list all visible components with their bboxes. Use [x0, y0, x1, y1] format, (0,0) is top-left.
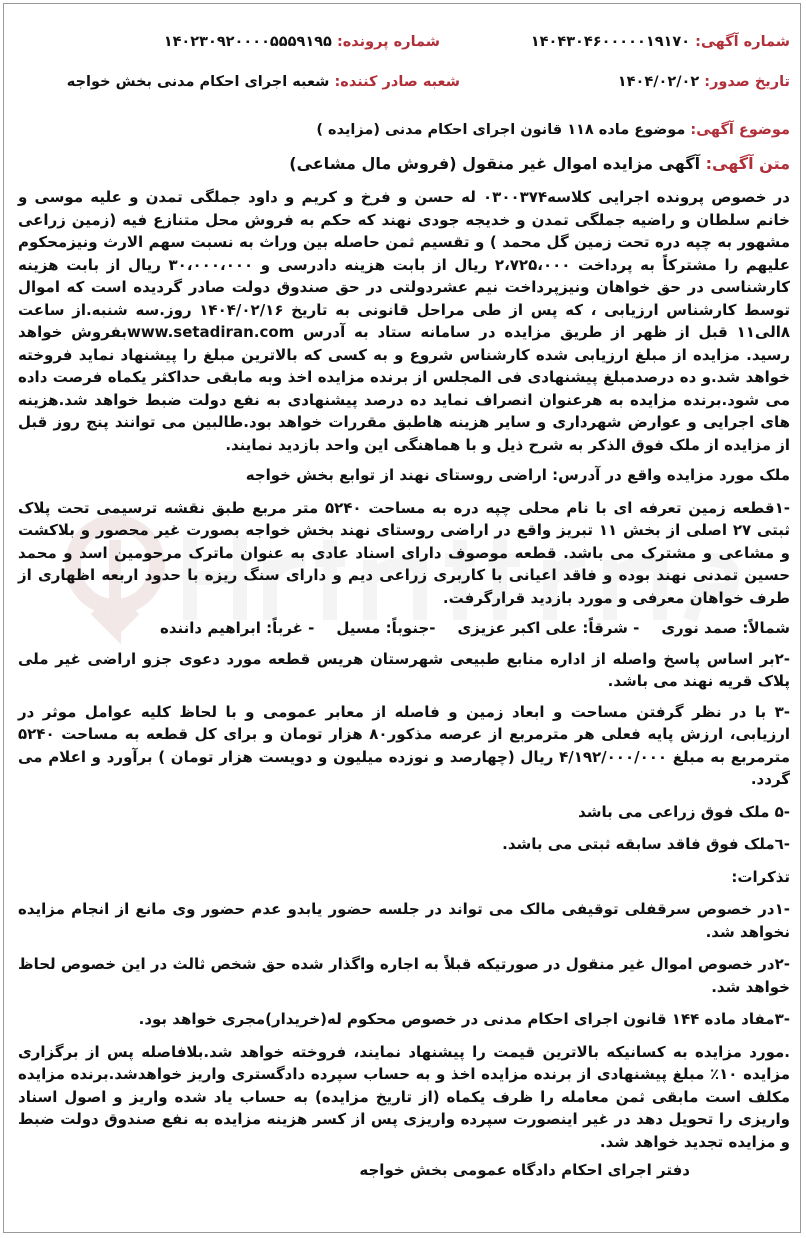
notice-body	[18, 186, 790, 1182]
ad-number-value: ۱۴۰۴۳۰۴۶۰۰۰۰۰۱۹۱۷۰	[530, 34, 691, 50]
issue-date-row	[618, 74, 790, 90]
notice-title: آگهی مزایده اموال غیر منقول (فروش مال مشاعی)	[289, 154, 701, 173]
item-6: -٦ملک فوق فاقد سابقه ثبتی می باشد.	[502, 835, 790, 853]
boundary-north: شمالاً: صمد نوری	[661, 619, 790, 637]
item-3: -۳ با در نظر گرفتن مساحت و ابعاد زمین و فاصله از معابر عمومی و با لحاظ کلیه عوامل موثر در ارزیابی، ارزش پایه فعلی هر مترمربع از عرصه مذکور۸۰ هزار تومان و برای کل قطعه به مساحت ۵۲۴۰ مترمربع به مبلغ ۴/۱۹۲/۰۰۰/۰۰۰ ریال (چهارصد و نوزده میلیون و دویست هزار تومان ) برآورد و اعلام می گردد.	[18, 702, 790, 788]
intro-paragraph: در خصوص پرونده اجرایی کلاسه۰۳۰۰۳۷۴ له حسن و فرخ و کریم و داود جملگی تمدن و علیه موسی و خانم سلطان و راضیه جملگی تمدن و خدیجه جودی نهند که حکم به فروش محل متنازع فیه (زمین زراعی مشهور به چپه دره تحت زمین گل محمد ) و تقسیم ثمن حاصله بین وراث به نسبت سهم الارث ونیزمحکوم علیهم را مشترکاً به پرداخت ۲،۷۲۵،۰۰۰ ریال از بابت هزینه دادرسی و ۳۰،۰۰۰،۰۰۰ ریال از بابت هزینه کارشناسی در حق خواهان ونیزپرداخت نیم عشردولتی در حق صندوق دولت صادر گردیده است که اموال توسط کارشناس ارزیابی ، که پس از طی مراحل قانونی به تاریخ ۱۴۰۴/۰۲/۱۶ روز.سه شنبه.از ساعت ۸الی۱۱ قبل از ظهر از طریق مزایده در سامانه ستاد به آدرس www.setadiran.comبفروش خواهد رسید. مزایده از مبلغ ارزیابی شده کارشناس شروع و به کسی که بالاترین مبلغ را پیشنهاد نماید فروخته خواهد شد.و ده درصدمبلغ پیشنهادی فی المجلس از برنده مزایده اخذ وبه مابقی حداکثر یکماه فرصت داده می شود.برنده مزایده به هرعنوان انصراف نماید ده درصد پیشنهادی به نفع دولت ضبط خواهد شد.هزینه های اجرایی و عوارض شهرداری و سایر هزینه هاطبق مقررات خواهد بود.طالبین می توانند پنج روز قبل از مزایده از ملک فوق الذکر به شرح ذیل و با هماهنگی این واحد بازدید نمایند.	[18, 188, 790, 454]
case-number-row	[164, 34, 440, 50]
property-location: ملک مورد مزایده واقع در آدرس: اراضی روستای نهند از توابع بخش خواجه	[245, 466, 790, 484]
final-paragraph: .مورد مزایده به کسانیکه بالاترین قیمت را پیشنهاد نمایند، فروخته خواهد شد.بلافاصله پس از برگزاری مزایده ۱۰٪ مبلغ پیشنهادی از برنده مزایده اخذ و به حساب سپرده دادگستری واریز خواهدشد.برنده مزایده مکلف است مابقی ثمن معامله را ظرف یکماه (از تاریخ مزایده) به حساب یاد شده واریز و اصول اسناد واریزی را تحویل دهد در غیر اینصورت سپرده واریزی پس از کسر هزینه مزایده به نفع صندوق دولت ضبط و مزایده تجدید خواهد شد.	[18, 1042, 791, 1151]
issuer-label: شعبه صادر کننده:	[334, 74, 460, 90]
boundary-east: - شرقاً: علی اکبر عزیزی	[457, 619, 640, 637]
item-1: -۱قطعه زمین تعرفه ای با نام محلی چپه دره به مساحت ۵۲۴۰ متر مربع طبق نقشه ترسیمی تحت پلاک ثبتی ۲۷ اصلی از بخش ۱۱ تبریز واقع در اراضی روستای نهند بخش خواجه بصورت غیر محصور و بلاکشت و مشاعی و مشترک می باشد. قطعه موصوف دارای اسناد عادی به عنوان ماترک مرحومین اسد و محمد حسین تمدنی نهند بوده و فاقد اعیانی با کاربری زراعی دیم و دارای سنگ ریزه با حدود اربعه اظهاری از طرف خواهان معرفی و مورد بازدید قرارگرفت.	[18, 498, 791, 607]
issue-date-value: ۱۴۰۴/۰۲/۰۲	[617, 74, 700, 90]
subject-row	[316, 122, 790, 138]
issue-date-label: تاریخ صدور:	[704, 74, 790, 90]
boundary-south: -جنوباً: مسیل	[336, 619, 436, 637]
item-5: -۵ ملک فوق زراعی می باشد	[578, 802, 790, 821]
note-2: -۲در خصوص اموال غیر منقول در صورتیکه قبلاً به اجاره واگذار شده حق شخص ثالث در این خصوص لحاظ خواهد شد.	[18, 955, 790, 996]
ad-number-label: شماره آگهی:	[695, 34, 790, 50]
signature-line: دفتر اجرای احکام دادگاه عمومی بخش خواجه	[359, 1161, 690, 1179]
note-1: -۱در خصوص سرقفلی توقیفی مالک می تواند در جلسه حضور یابدو عدم حضور وی مانع از انجام مزایده نخواهد شد.	[18, 900, 790, 941]
notice-title-row	[289, 154, 790, 173]
case-number-label: شماره پرونده:	[336, 34, 440, 50]
subject-label: موضوع آگهی:	[690, 122, 790, 138]
property-boundaries	[18, 617, 790, 640]
issuer-value: شعبه اجرای احکام مدنی بخش خواجه	[66, 74, 330, 90]
subject-value: موضوع ماده ۱۱۸ قانون اجرای احکام مدنی (مزایده )	[316, 122, 686, 138]
issuer-row	[67, 74, 460, 90]
case-number-value: ۱۴۰۲۳۰۹۲۰۰۰۰۵۵۵۹۱۹۵	[163, 34, 332, 50]
item-2: -۲بر اساس پاسخ واصله از اداره منابع طبیعی شهرستان هریس قطعه مورد دعوی جزو اراضی غیر ملی پلاک قریه نهند می باشد.	[18, 649, 790, 690]
notes-title: تذکرات:	[731, 867, 790, 886]
ad-number-row	[531, 34, 790, 50]
notice-text-label: متن آگهی:	[705, 154, 790, 173]
note-3: -۳مفاد ماده ۱۴۴ قانون اجرای احکام مدنی در خصوص محکوم له(خریدار)مجری خواهد بود.	[138, 1010, 790, 1028]
boundary-west: - غرباً: ابراهیم داننده	[159, 619, 315, 637]
